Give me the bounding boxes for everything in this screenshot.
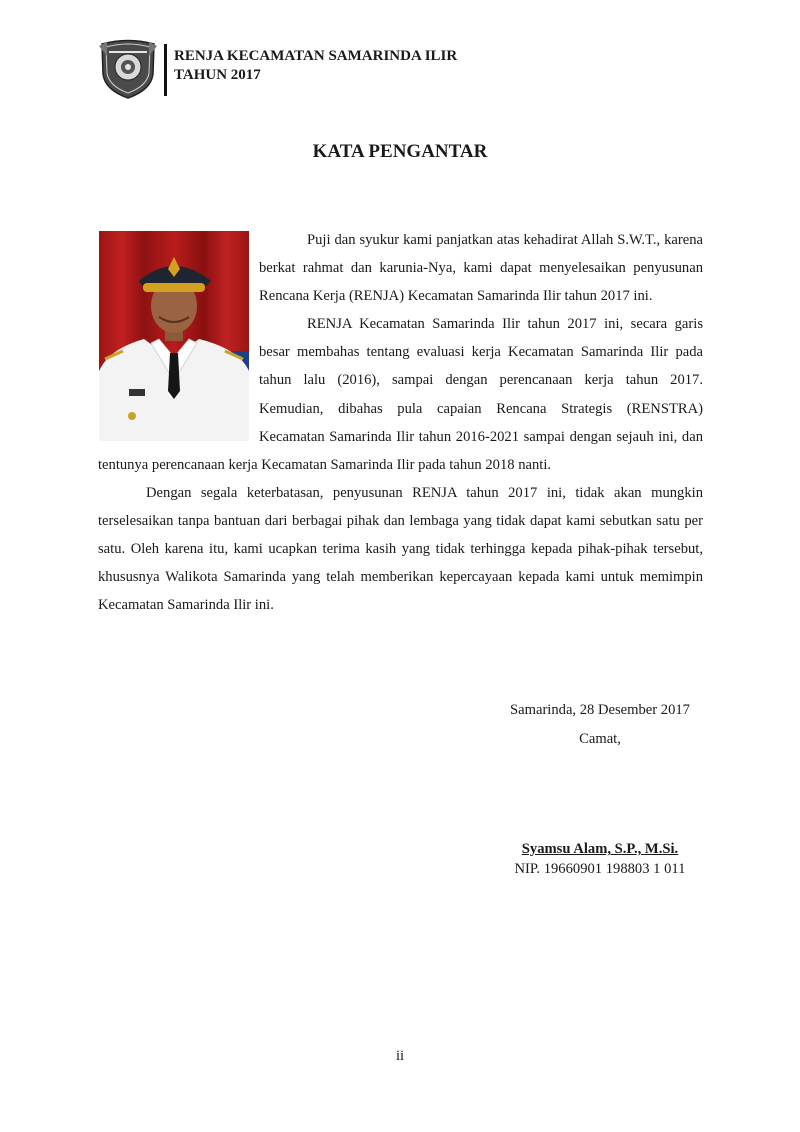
header-divider [164, 44, 167, 96]
page-title: KATA PENGANTAR [312, 141, 488, 162]
paragraph-3: Dengan segala keterbatasan, penyusunan RENJA tahun 2017 ini, tidak akan mungkin terselesaikan tanpa bantuan dari berbagai pihak dan lembaga yang tidak dapat kami sebutkan satu per satu. Oleh karena itu, kami ucapkan terima kasih yang tidak terhingga kepada pihak-pihak tersebut, khususnya Walikota Samarinda yang telah memberikan kepercayaan kepada kami untuk memimpin Kecamatan Samarinda Ilir ini. [98, 484, 703, 614]
signature-role: Camat, [579, 731, 621, 747]
header-title: RENJA KECAMATAN SAMARINDA ILIR [174, 48, 458, 64]
header-year: TAHUN 2017 [174, 67, 261, 83]
page-number: ii [395, 1048, 405, 1064]
paragraph-2: RENJA Kecamatan Samarinda Ilir tahun 2017 ini, secara garis besar membahas tentang evaluasi kerja Kecamatan Samarinda Ilir pada tahun lalu (2016), sampai dengan perencanaan kerja tahun 2017. Kemudian, dibahas pula capaian Rencana Strategis (RENSTRA) Kecamatan Samarinda Ilir tahun 2016-2021 sampai dengan sejauh ini, dan tentunya perencanaan kerja Kecamatan Samarinda Ilir pada tahun 2018 nanti. [98, 316, 703, 473]
paragraph-1: Puji dan syukur kami panjatkan atas kehadirat Allah S.W.T., karena berkat rahmat dan karunia-Nya, kami dapat menyelesaikan penyusunan Rencana Kerja (RENJA) Kecamatan Samarinda Ilir tahun 2017 ini. [259, 232, 703, 305]
page-header [98, 38, 518, 102]
city-emblem-icon [98, 38, 158, 100]
signature-place-date: Samarinda, 28 Desember 2017 [510, 702, 690, 718]
signatory-nip: NIP. 19660901 198803 1 011 [514, 861, 686, 877]
signatory-name: Syamsu Alam, S.P., M.Si. [521, 841, 679, 857]
foreword-body [98, 226, 703, 619]
